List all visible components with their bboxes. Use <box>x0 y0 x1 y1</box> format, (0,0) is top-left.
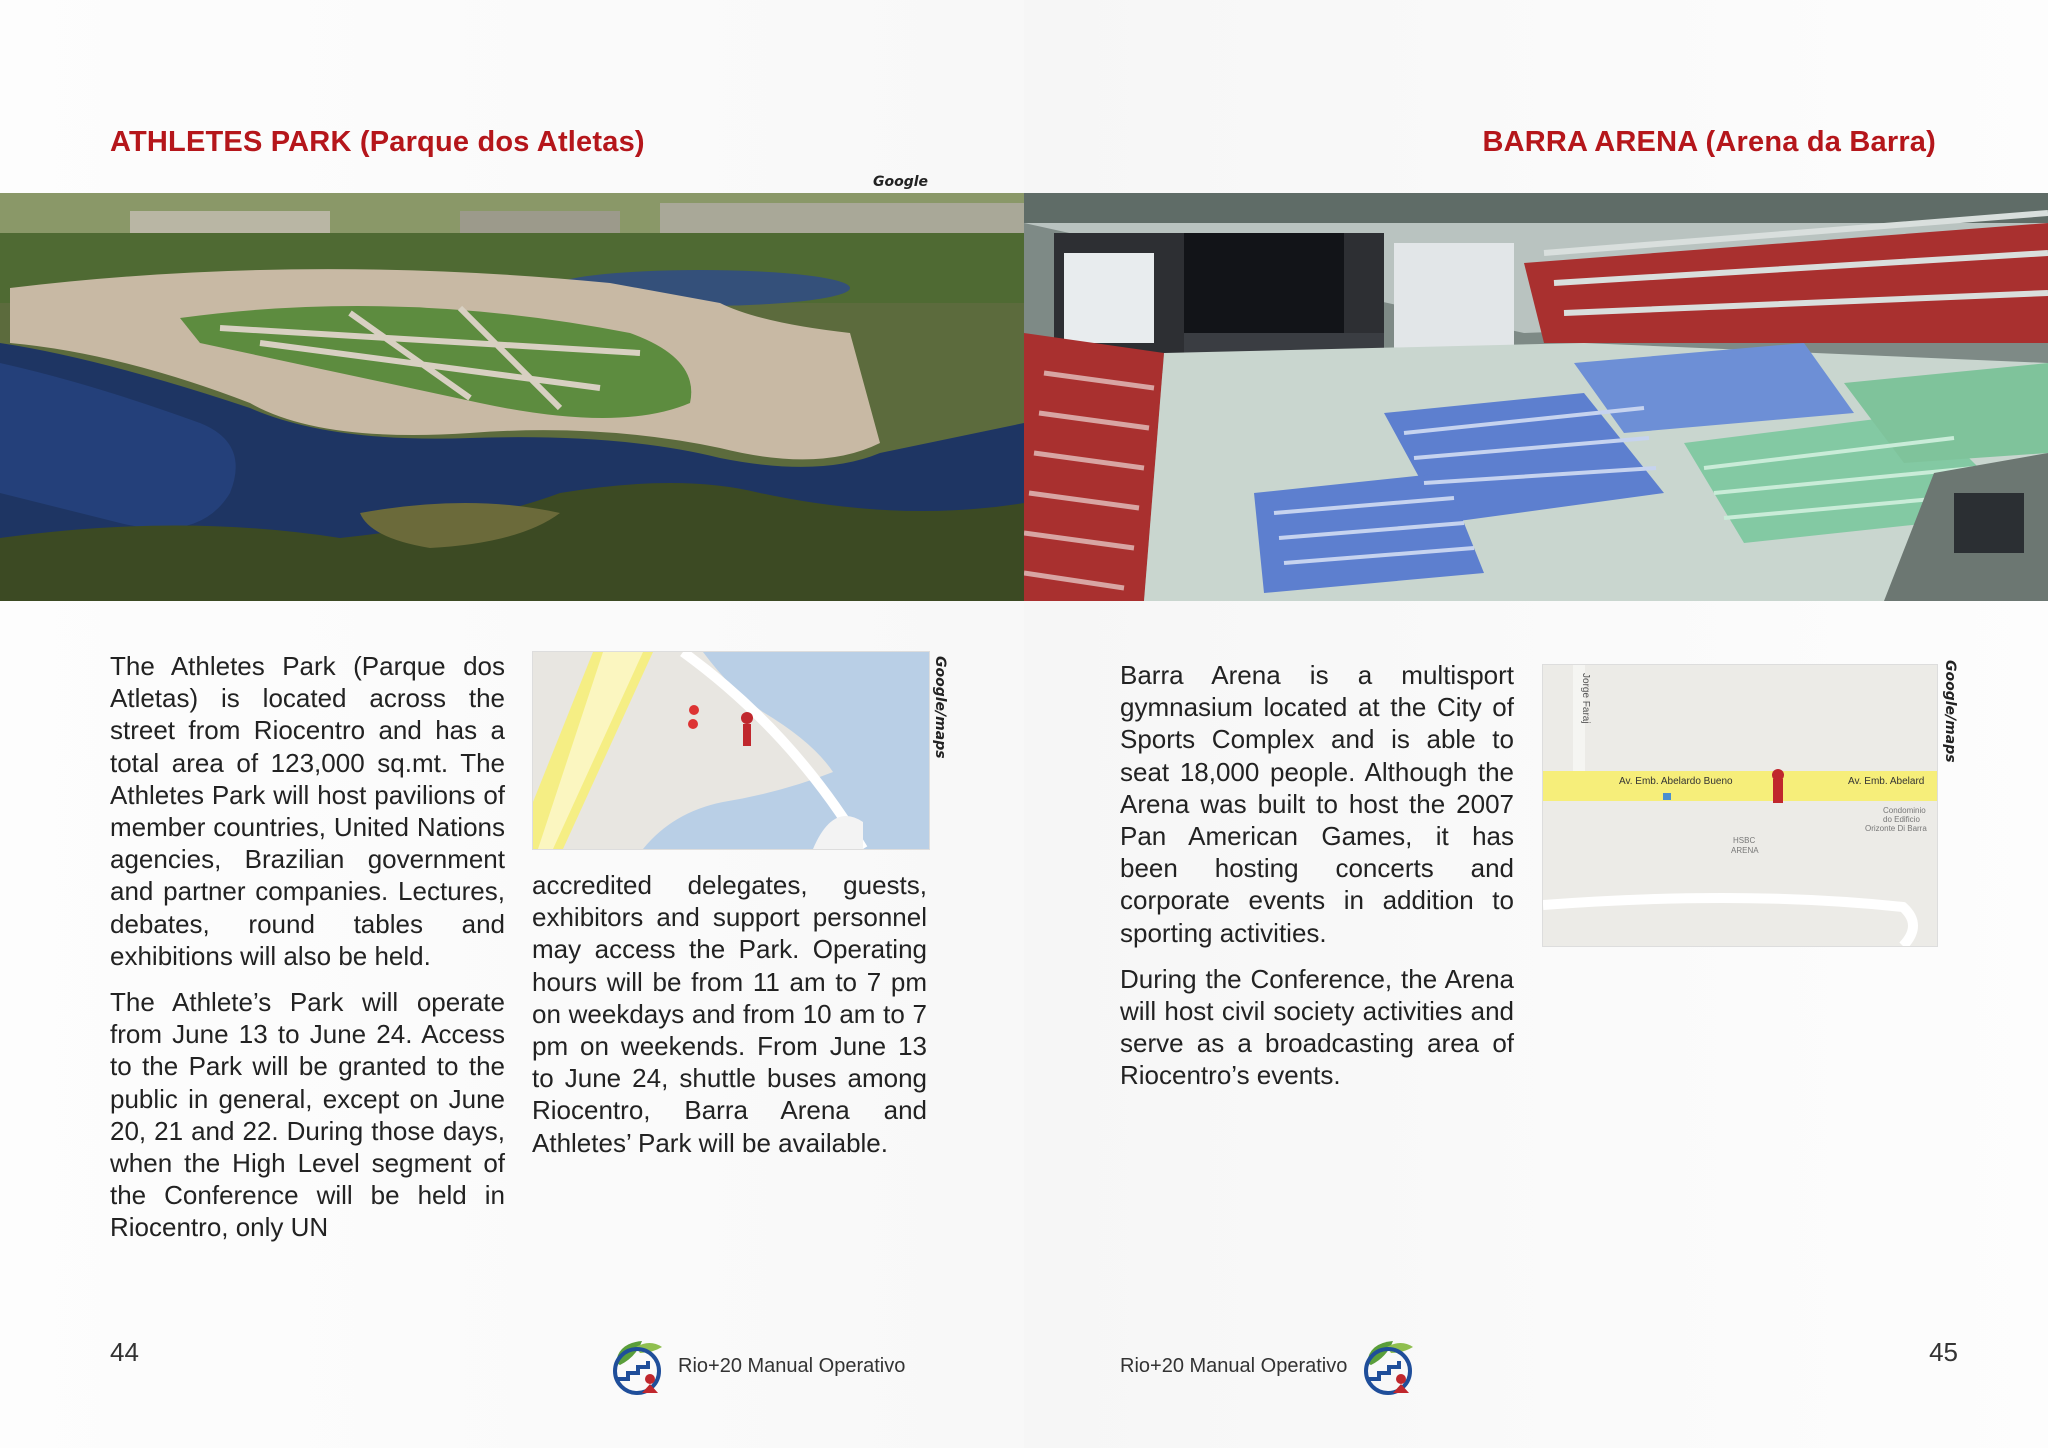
athletes-park-heading: ATHLETES PARK (Parque dos Atletas) <box>110 126 645 158</box>
footer-left <box>606 1336 905 1396</box>
map-label-arena: ARENA <box>1731 846 1759 855</box>
athletes-park-paragraph-2: The Athlete’s Park will operate from June 13 to June 24. Access to the Park will be granted to the public in general, except on June 20, 21 and 22. During those days, when the High Level segment of the Conference will be held in Riocentro, only UN <box>110 987 505 1243</box>
barra-arena-text-col <box>1120 659 1514 1106</box>
rio20-logo-icon <box>1357 1335 1419 1397</box>
athletes-park-paragraph-1: The Athletes Park (Parque dos Atletas) is located across the street from Riocentro and has a total area of 123,000 sq.mt. The Athletes Park will host pavilions of member countries, United Nations agencies, Brazilian government and partner companies. Lectures, debates, round tables and exhibitions will also be held. <box>110 651 505 971</box>
barra-arena-heading: BARRA ARENA (Arena da Barra) <box>1482 126 1936 158</box>
map-label-condominio: Condominio <box>1883 806 1926 815</box>
map-label-av-abelardo: Av. Emb. Abelardo Bueno <box>1619 776 1733 787</box>
map-label-hsbc: HSBC <box>1733 836 1756 845</box>
footer-right <box>1120 1336 1419 1396</box>
aerial-park-photo <box>0 193 1024 601</box>
map-label-jorge-faraj: Jorge Faraj <box>1580 673 1591 724</box>
map-credit-arena: Google/maps <box>1942 660 1958 763</box>
map-label-edificio: do Edificio <box>1883 815 1920 824</box>
photo-credit: Google <box>873 174 929 190</box>
athletes-park-text-col-1 <box>110 650 505 1258</box>
page-number-right: 45 <box>1929 1337 1958 1367</box>
athletes-park-paragraph-3: accredited delegates, guests, exhibitors and support personnel may access the Park. Operating hours will be from 11 am to 7 pm on weekdays and from 10 am to 7 pm on weekends. From June 13 to June 24, shuttle buses among Riocentro, Barra Arena and Athletes’ Park will be available. <box>532 870 927 1158</box>
page-number-left: 44 <box>110 1337 139 1367</box>
map-label-av-abelard: Av. Emb. Abelard <box>1848 776 1925 787</box>
footer-title-left: Rio+20 Manual Operativo <box>678 1354 906 1377</box>
map-label-orizonte: Orizonte Di Barra <box>1865 824 1927 833</box>
rio20-logo-icon <box>606 1335 668 1397</box>
map-credit: Google/maps <box>932 656 948 759</box>
footer-title-right: Rio+20 Manual Operativo <box>1120 1354 1348 1377</box>
barra-arena-paragraph-2: During the Conference, the Arena will host civil society activities and serve as a broadcasting area of Riocentro’s events. <box>1120 963 1514 1091</box>
barra-arena-paragraph-1: Barra Arena is a multisport gymnasium located at the City of Sports Complex and is able to seat 18,000 people. Although the Arena was built to host the 2007 Pan American Games, it has been hosting concerts and corporate events in addition to sporting activities. <box>1120 660 1514 948</box>
park-location-map <box>532 651 930 850</box>
arena-location-map <box>1542 664 1938 947</box>
athletes-park-text-col-2 <box>532 869 927 1173</box>
arena-interior-photo <box>1024 193 2048 601</box>
